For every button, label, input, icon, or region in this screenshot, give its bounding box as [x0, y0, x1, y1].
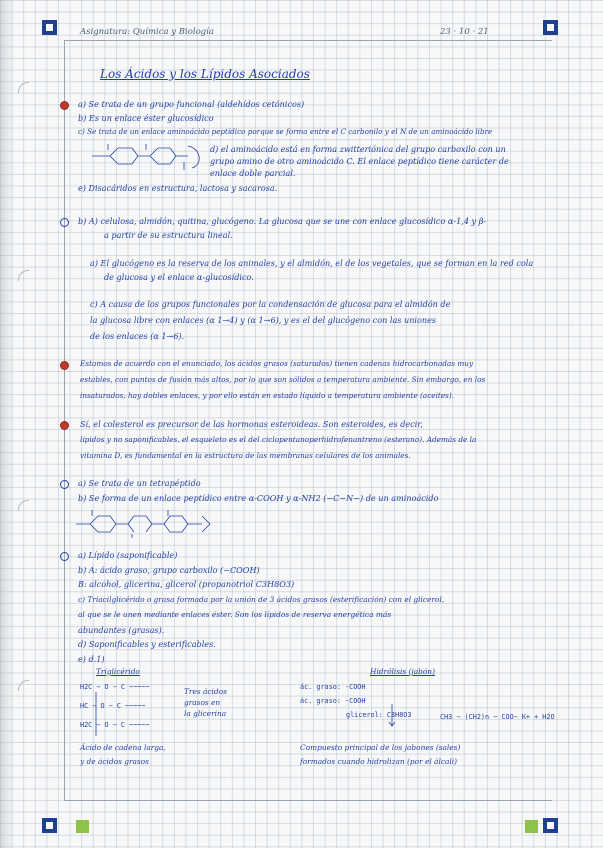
question-number	[60, 218, 69, 227]
triglyceride-row: H2C − O − C ~~~~~	[80, 683, 150, 691]
question-bullet	[60, 101, 69, 110]
scan-shadow	[0, 0, 14, 848]
answer-line: b) A) celulosa, almidón, quitina, glucógeno. La glucosa que se une con enlace glucosídico α-1,4 y β-	[78, 216, 487, 226]
corner-mark	[543, 818, 558, 833]
answer-line: abundantes (grasas).	[78, 625, 165, 635]
answer-line: estables, con puntos de fusión más altos, por lo que son sólidos a temperatura ambiente. Sin embargo, en los	[80, 375, 486, 384]
answer-line: c) Triacilglicérido o grasa formada por la unión de 3 ácidos grasos (esterificación) con el glicerol,	[78, 595, 445, 604]
answer-line: vitamina D, es fundamental en la estructura de las membranas celulares de los animales.	[80, 451, 411, 460]
question-number	[60, 552, 69, 561]
green-mark	[76, 820, 89, 833]
answer-line: la glucosa libre con enlaces (α 1→4) y (α 1→6), y es el del glucógeno con las uniones	[90, 315, 437, 325]
diagram-left-label: la glicerina	[184, 709, 227, 718]
diagram-left-label: grasos en	[184, 698, 221, 707]
answer-line: al que se le unen mediante enlaces éster. Son los lípidos de reserva energética más	[78, 610, 392, 619]
hydrolysis-row: glicerol: C3H8O3	[346, 711, 412, 719]
answer-line: lípidos y no saponificables, el esqueleto es el del ciclopentanoperhidrofenantreno (esterano). Además de la	[80, 435, 477, 444]
answer-line: a) El glucógeno es la reserva de los animales, y el almidón, el de los vegetales, que se forman en la red cola	[90, 258, 534, 268]
punch-hole	[18, 680, 29, 691]
hydrolysis-row: ác. graso: -COOH	[300, 683, 366, 691]
triglyceride-row: H2C − O − C ~~~~~	[80, 721, 150, 729]
answer-line: e) Disacáridos en estructura, lactosa y sacarosa.	[78, 183, 278, 193]
answer-line: a) Lípido (saponificable)	[78, 550, 178, 560]
answer-line: a) Se trata de un tetrapéptido	[78, 478, 201, 488]
corner-mark	[42, 20, 57, 35]
answer-line: c) A causa de los grupos funcionales por la condensación de glucosa para el almidón de	[90, 299, 451, 309]
triglyceride-row: HC − O − C ~~~~~	[80, 702, 146, 710]
answer-line: a partir de su estructura lineal.	[104, 230, 233, 240]
diagram-right-caption: Compuesto principal de los jabones (sales)	[300, 743, 461, 752]
question-number	[60, 480, 69, 489]
diagram-left-label: Tres ácidos	[184, 687, 227, 696]
answer-line: B: alcohol, glicerina, glicerol (propanotriol C3H8O3)	[78, 579, 295, 589]
answer-line: insaturados, hay dobles enlaces, y por ello están en estado líquido a temperatura ambiente (aceites).	[80, 391, 455, 400]
question-bullet	[60, 361, 69, 370]
glycerol-backbone	[92, 690, 100, 740]
question-bullet	[60, 421, 69, 430]
answer-line: c) Se trata de un enlace aminoácido peptídico porque se forma entre el C carbonilo y el N de un aminoácido libre	[78, 127, 493, 136]
header-date: 23 · 10 · 21	[440, 27, 489, 37]
answer-line: b) Es un enlace éster glucosídico	[78, 113, 214, 123]
answer-line: de los enlaces (α 1→6).	[90, 331, 185, 341]
answer-line: b) Se forma de un enlace peptídico entre α-COOH y α-NH2 (−C−N−) de un aminoácido	[78, 493, 439, 503]
diagram-right-title: Hidrólisis (jabón)	[370, 667, 435, 676]
answer-line: d) el aminoácido está en forma zwitteriónica del grupo carboxilo con un	[210, 144, 506, 154]
hydrolysis-row: ác. graso: -COOH	[300, 697, 366, 705]
soap-formula: CH3 − (CH2)n − COO− K+ + H2O	[440, 713, 555, 721]
diagram-left-caption: y de ácidos grasos	[80, 757, 149, 766]
answer-line: Sí, el colesterol es precursor de las hormonas esteroideas. Son esteroides, es decir,	[80, 419, 423, 429]
header-rule	[64, 40, 552, 41]
answer-line: d) Saponificables y esterificables.	[78, 639, 216, 649]
answer-line: Estamos de acuerdo con el enunciado, los ácidos grasos (saturados) tienen cadenas hidrocarbonadas muy	[80, 359, 474, 368]
page-title: Los Ácidos y los Lípidos Asociados	[100, 67, 310, 81]
margin-rule	[64, 40, 65, 800]
punch-hole	[18, 500, 29, 511]
reaction-arrow	[388, 700, 418, 730]
answer-line: de glucosa y el enlace α-glucosídico.	[104, 272, 254, 282]
answer-line: b) A: ácido graso, grupo carboxilo (−COOH)	[78, 565, 260, 575]
footer-rule	[64, 800, 552, 801]
punch-hole	[18, 270, 29, 281]
answer-line: a) Se trata de un grupo funcional (aldehídos cetónicos)	[78, 99, 305, 109]
peptide-bond-sketch	[88, 140, 208, 174]
answer-line: grupo amino de otro aminoácido C. El enlace peptídico tiene carácter de	[210, 156, 509, 166]
tetrapeptide-sketch	[72, 508, 222, 538]
corner-mark	[42, 818, 57, 833]
answer-line: enlace doble parcial.	[210, 168, 296, 178]
punch-hole	[18, 82, 29, 93]
diagram-left-title: Triglicérido	[96, 667, 140, 676]
corner-mark	[543, 20, 558, 35]
diagram-left-caption: Ácido de cadena larga,	[80, 743, 166, 752]
green-mark	[525, 820, 538, 833]
answer-line: e) d.1)	[78, 654, 105, 664]
header-subject: Asignatura: Química y Biología	[80, 27, 214, 37]
diagram-right-caption: formados cuando hidrolizan (por el álcali)	[300, 757, 457, 766]
